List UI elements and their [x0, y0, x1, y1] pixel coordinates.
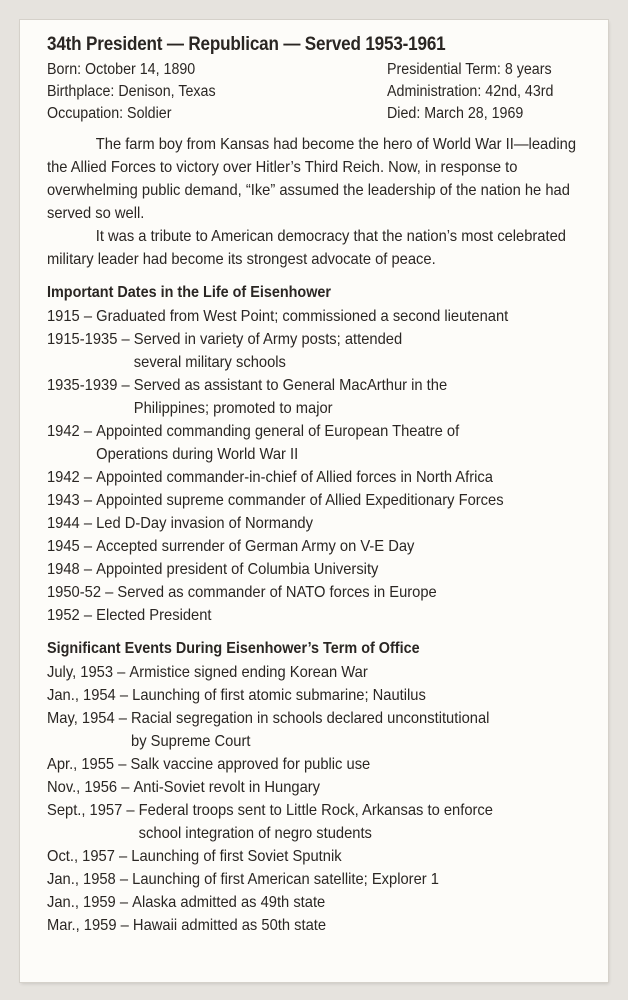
- entry-date: 1942: [47, 423, 80, 440]
- entry-line: Launching of first atomic submarine; Nautilus: [132, 687, 426, 704]
- entry-dash: –: [79, 561, 97, 578]
- entry-line: Federal troops sent to Little Rock, Arkansas to enforce: [138, 802, 493, 819]
- entry-date: Jan., 1959: [47, 894, 116, 911]
- entry-text: [131, 707, 590, 753]
- entry-date: Oct., 1957: [47, 848, 115, 865]
- event-entry: [47, 661, 590, 684]
- entry-text: [132, 868, 590, 891]
- entry-line: Served as commander of NATO forces in Europe: [117, 584, 437, 601]
- entry-date: 1950-52: [47, 584, 102, 601]
- entry-date: 1935-1939: [47, 377, 118, 394]
- entry-text: [133, 776, 589, 799]
- event-entry: [47, 753, 590, 776]
- facts-block: [47, 59, 587, 125]
- intro-paragraph-1: The farm boy from Kansas had become the hero of World War II—leading the Allied Forces to victory over Hitler’s Third Reich. Now, in response to overwhelming public demand, “Ike” assumed the leadership of the nation he had served so well.: [47, 136, 577, 222]
- entry-date: Jan., 1958: [47, 871, 116, 888]
- event-entry: [47, 799, 590, 845]
- event-entry: [47, 914, 590, 937]
- entry-line-continued: Philippines; promoted to major: [133, 400, 333, 417]
- entry-text: [96, 512, 590, 535]
- entry-line: Led D-Day invasion of Normandy: [96, 515, 313, 532]
- entry-line-continued: several military schools: [133, 354, 286, 371]
- entry-date: Apr., 1955: [47, 756, 115, 773]
- event-entry: [47, 776, 590, 799]
- entry-text: [96, 420, 590, 466]
- entry-date: May, 1954: [47, 710, 115, 727]
- entry-line: Appointed president of Columbia University: [96, 561, 379, 578]
- significant-events-heading: Significant Events During Eisenhower’s Term of Office: [47, 640, 420, 657]
- entry-date: July, 1953: [47, 664, 114, 681]
- entry-line-continued: Operations during World War II: [96, 446, 299, 463]
- entry-dash: –: [122, 802, 139, 819]
- entry-dash: –: [117, 377, 134, 394]
- entry-line: Anti-Soviet revolt in Hungary: [133, 779, 321, 796]
- intro-text: [47, 133, 590, 271]
- entry-text: [132, 684, 590, 707]
- facts-left: [47, 59, 216, 125]
- entry-line: Appointed commanding general of European Theatre of: [96, 423, 460, 440]
- entry-line: Served in variety of Army posts; attended: [133, 331, 403, 348]
- entry-line: Armistice signed ending Korean War: [129, 664, 368, 681]
- entry-text: [96, 305, 590, 328]
- entry-date: 1942: [47, 469, 80, 486]
- entry-dash: –: [114, 710, 132, 727]
- entry-dash: –: [115, 894, 133, 911]
- entry-line: Launching of first American satellite; Explorer 1: [132, 871, 439, 888]
- entry-dash: –: [115, 687, 133, 704]
- administration-field: Administration: 42nd, 43rd: [387, 83, 554, 100]
- important-dates-list: [47, 305, 587, 627]
- event-entry: [47, 868, 590, 891]
- entry-line: Graduated from West Point; commissioned a second lieutenant: [96, 308, 509, 325]
- entry-dash: –: [114, 848, 132, 865]
- date-entry: [47, 328, 590, 374]
- entry-dash: –: [79, 607, 97, 624]
- entry-text: [130, 753, 589, 776]
- event-entry: [47, 684, 590, 707]
- entry-text: [96, 535, 590, 558]
- facts-right: [387, 59, 571, 125]
- entry-dash: –: [117, 779, 134, 796]
- entry-date: Jan., 1954: [47, 687, 116, 704]
- entry-text: [134, 328, 590, 374]
- entry-dash: –: [113, 664, 130, 681]
- entry-dash: –: [79, 492, 97, 509]
- entry-text: [96, 489, 590, 512]
- entry-date: 1948: [47, 561, 80, 578]
- date-entry: [47, 374, 590, 420]
- entry-line: Salk vaccine approved for public use: [130, 756, 371, 773]
- entry-line: Racial segregation in schools declared unconstitutional: [131, 710, 490, 727]
- entry-line: Hawaii admitted as 50th state: [132, 917, 327, 934]
- entry-line: Launching of first Soviet Sputnik: [131, 848, 342, 865]
- page-title: 34th President — Republican — Served 1953-1961: [47, 34, 446, 55]
- entry-dash: –: [79, 469, 97, 486]
- entry-line: Appointed supreme commander of Allied Expeditionary Forces: [96, 492, 504, 509]
- entry-line: Alaska admitted as 49th state: [132, 894, 326, 911]
- entry-text: [131, 845, 590, 868]
- entry-line-continued: by Supreme Court: [131, 733, 251, 750]
- date-entry: [47, 535, 590, 558]
- date-entry: [47, 305, 590, 328]
- intro-paragraph-2: It was a tribute to American democracy that the nation’s most celebrated military leader had become its strongest advocate of peace.: [47, 228, 566, 268]
- entry-line: Accepted surrender of German Army on V-E Day: [96, 538, 415, 555]
- entry-dash: –: [79, 423, 97, 440]
- entry-text: [133, 914, 590, 937]
- died-field: Died: March 28, 1969: [387, 105, 524, 122]
- entry-dash: –: [117, 331, 134, 348]
- important-dates-heading: Important Dates in the Life of Eisenhower: [47, 284, 332, 301]
- entry-date: 1945: [47, 538, 80, 555]
- born-field: Born: October 14, 1890: [47, 61, 196, 78]
- entry-line: Appointed commander-in-chief of Allied forces in North Africa: [96, 469, 493, 486]
- entry-dash: –: [79, 308, 97, 325]
- event-entry: [47, 707, 590, 753]
- entry-dash: –: [101, 584, 118, 601]
- entry-date: Sept., 1957: [47, 802, 123, 819]
- event-entry: [47, 891, 590, 914]
- date-entry: [47, 466, 590, 489]
- entry-text: [129, 661, 589, 684]
- entry-line: Elected President: [96, 607, 212, 624]
- entry-text: [96, 466, 590, 489]
- date-entry: [47, 558, 590, 581]
- entry-date: Mar., 1959: [47, 917, 117, 934]
- entry-date: 1915: [47, 308, 80, 325]
- entry-text: [96, 604, 590, 627]
- occupation-field: Occupation: Soldier: [47, 105, 172, 122]
- entry-date: 1915-1935: [47, 331, 118, 348]
- date-entry: [47, 512, 590, 535]
- significant-events-list: [47, 661, 587, 937]
- entry-date: 1944: [47, 515, 80, 532]
- date-entry: [47, 581, 590, 604]
- entry-dash: –: [115, 871, 133, 888]
- date-entry: [47, 489, 590, 512]
- date-entry: [47, 604, 590, 627]
- birthplace-field: Birthplace: Denison, Texas: [47, 83, 216, 100]
- card-content: [47, 34, 587, 937]
- entry-dash: –: [79, 515, 97, 532]
- entry-date: Nov., 1956: [47, 779, 118, 796]
- entry-text: [117, 581, 589, 604]
- entry-line: Served as assistant to General MacArthur in the: [133, 377, 448, 394]
- event-entry: [47, 845, 590, 868]
- entry-dash: –: [114, 756, 131, 773]
- entry-date: 1952: [47, 607, 80, 624]
- entry-text: [132, 891, 590, 914]
- entry-line-continued: school integration of negro students: [138, 825, 372, 842]
- entry-text: [134, 374, 590, 420]
- entry-text: [96, 558, 590, 581]
- entry-text: [139, 799, 590, 845]
- term-field: Presidential Term: 8 years: [387, 61, 552, 78]
- date-entry: [47, 420, 590, 466]
- entry-date: 1943: [47, 492, 80, 509]
- biography-card: [20, 20, 608, 982]
- entry-dash: –: [116, 917, 133, 934]
- entry-dash: –: [79, 538, 97, 555]
